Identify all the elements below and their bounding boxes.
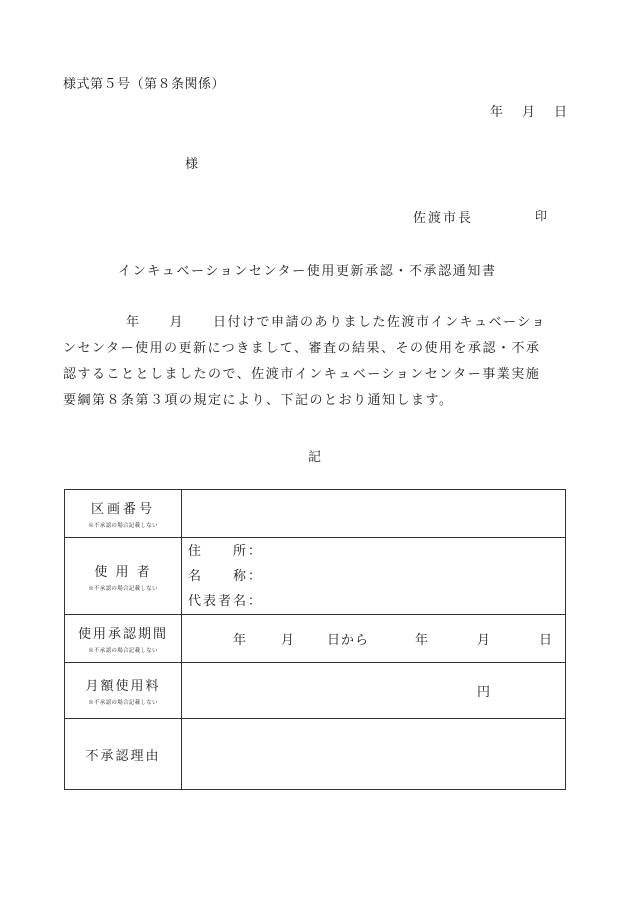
address-field-label: 住 所： bbox=[188, 543, 264, 559]
date-year-label: 年 bbox=[490, 105, 504, 120]
label-cell bbox=[65, 719, 182, 790]
row-period bbox=[65, 615, 566, 663]
row-note: ※不承認の場合記載しない bbox=[88, 523, 158, 529]
period-value[interactable] bbox=[182, 615, 566, 663]
period-end-day: 日 bbox=[539, 632, 553, 648]
row-section-number bbox=[65, 490, 566, 538]
date-day-label: 日 bbox=[554, 105, 568, 120]
row-rejection-reason bbox=[65, 719, 566, 790]
label-cell bbox=[65, 615, 182, 663]
body-line-1: 年 月 日付けで申請のありました佐渡市インキュベーショ bbox=[126, 315, 546, 330]
row-note: ※不承認の場合記載しない bbox=[88, 585, 158, 592]
row-note: ※不承認の場合記載しない bbox=[88, 700, 158, 706]
row-label: 使 用 者 bbox=[94, 564, 152, 580]
period-start-day: 日から bbox=[327, 632, 370, 648]
row-label: 不承認理由 bbox=[85, 748, 161, 764]
row-label: 使用承認期間 bbox=[77, 627, 168, 642]
period-end-year: 年 bbox=[415, 632, 429, 648]
document-title: インキュベーションセンター使用更新承認・不承認通知書 bbox=[118, 264, 497, 279]
date-month-label: 月 bbox=[522, 105, 536, 120]
label-cell bbox=[65, 490, 182, 538]
yen-unit: 円 bbox=[477, 684, 491, 700]
sender-name: 佐渡市長 bbox=[413, 211, 474, 226]
row-label: 月額使用料 bbox=[85, 679, 161, 694]
seal-mark: 印 bbox=[535, 209, 548, 223]
name-field-label: 名 称： bbox=[188, 568, 264, 584]
representative-field-label: 代表者名： bbox=[188, 593, 264, 609]
period-end-month: 月 bbox=[477, 632, 491, 648]
label-cell bbox=[65, 538, 182, 615]
row-monthly-fee bbox=[65, 663, 566, 719]
body-line-3: 認することとしましたので、佐渡市インキュベーションセンター事業実施 bbox=[63, 367, 541, 382]
row-label: 区画番号 bbox=[90, 502, 155, 517]
user-value[interactable] bbox=[182, 538, 566, 615]
period-start-month: 月 bbox=[281, 632, 295, 648]
ki-label: 記 bbox=[308, 450, 322, 465]
rejection-reason-value[interactable] bbox=[182, 719, 566, 790]
row-user bbox=[65, 538, 566, 615]
details-table bbox=[64, 489, 566, 790]
section-number-value[interactable] bbox=[182, 490, 566, 538]
body-line-4: 要綱第８条第３項の規定により、下記のとおり通知します。 bbox=[63, 393, 454, 408]
monthly-fee-value[interactable] bbox=[182, 663, 566, 719]
body-line-2: ンセンター使用の更新につきまして、審査の結果、その使用を承認・不承 bbox=[63, 341, 541, 356]
period-start-year: 年 bbox=[233, 632, 247, 648]
form-number: 様式第５号（第８条関係） bbox=[63, 77, 226, 92]
row-note: ※不承認の場合記載しない bbox=[88, 648, 158, 654]
label-cell bbox=[65, 663, 182, 719]
addressee-honorific: 様 bbox=[185, 157, 199, 172]
